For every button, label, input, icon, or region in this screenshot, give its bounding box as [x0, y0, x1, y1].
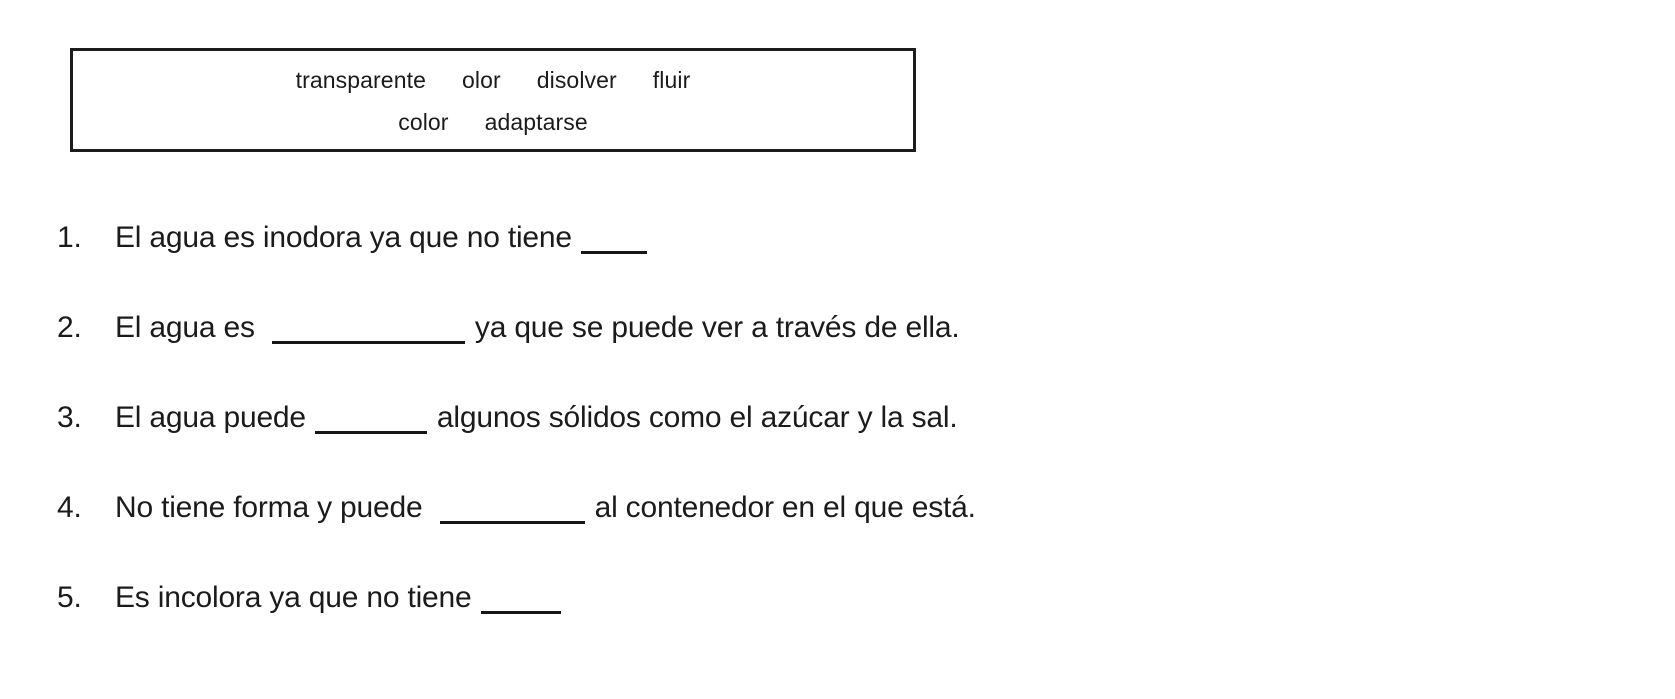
- sentence-post-text: al contenedor en el que está.: [594, 491, 976, 524]
- word-bank-box: [70, 48, 916, 152]
- exercise-number: 1.: [57, 221, 82, 254]
- sentence-post-text: ya que se puede ver a través de ella.: [474, 311, 960, 344]
- exercise-number: 4.: [57, 491, 82, 524]
- exercise-item-1: [57, 219, 1655, 309]
- word-bank-word: transparente: [295, 66, 426, 93]
- exercise-sentence: [115, 579, 571, 616]
- exercise-number: 3.: [57, 401, 82, 434]
- exercise-number: 2.: [57, 311, 82, 344]
- sentence-post-text: algunos sólidos como el azúcar y la sal.: [436, 401, 958, 434]
- word-bank-word: fluir: [652, 66, 691, 93]
- word-bank-word: color: [398, 108, 449, 135]
- exercise-item-5: [57, 579, 1655, 669]
- fill-in-blank: [581, 247, 647, 254]
- sentence-pre-text: El agua puede: [115, 401, 306, 434]
- exercise-sentence: [115, 399, 958, 436]
- sentence-pre-text: No tiene forma y puede: [115, 491, 431, 524]
- word-bank-word: olor: [461, 66, 501, 93]
- exercise-sentence: [115, 489, 976, 526]
- exercise-sentence: [115, 309, 960, 346]
- word-bank-word: adaptarse: [484, 108, 588, 135]
- sentence-pre-text: Es incolora ya que no tiene: [115, 581, 472, 614]
- fill-in-blank: [481, 607, 561, 614]
- fill-in-blank: [440, 517, 585, 524]
- fill-in-blank: [272, 337, 465, 344]
- sentence-pre-text: El agua es inodora ya que no tiene: [115, 221, 572, 254]
- word-bank-row-1: [295, 66, 691, 93]
- exercise-list: [57, 219, 1655, 669]
- exercise-item-3: [57, 399, 1655, 489]
- exercise-number: 5.: [57, 581, 82, 614]
- exercise-item-2: [57, 309, 1655, 399]
- fill-in-blank: [315, 427, 427, 434]
- sentence-pre-text: El agua es: [115, 311, 263, 344]
- exercise-sentence: [115, 219, 657, 256]
- word-bank-row-2: [398, 108, 588, 135]
- word-bank-word: disolver: [536, 66, 617, 93]
- exercise-item-4: [57, 489, 1655, 579]
